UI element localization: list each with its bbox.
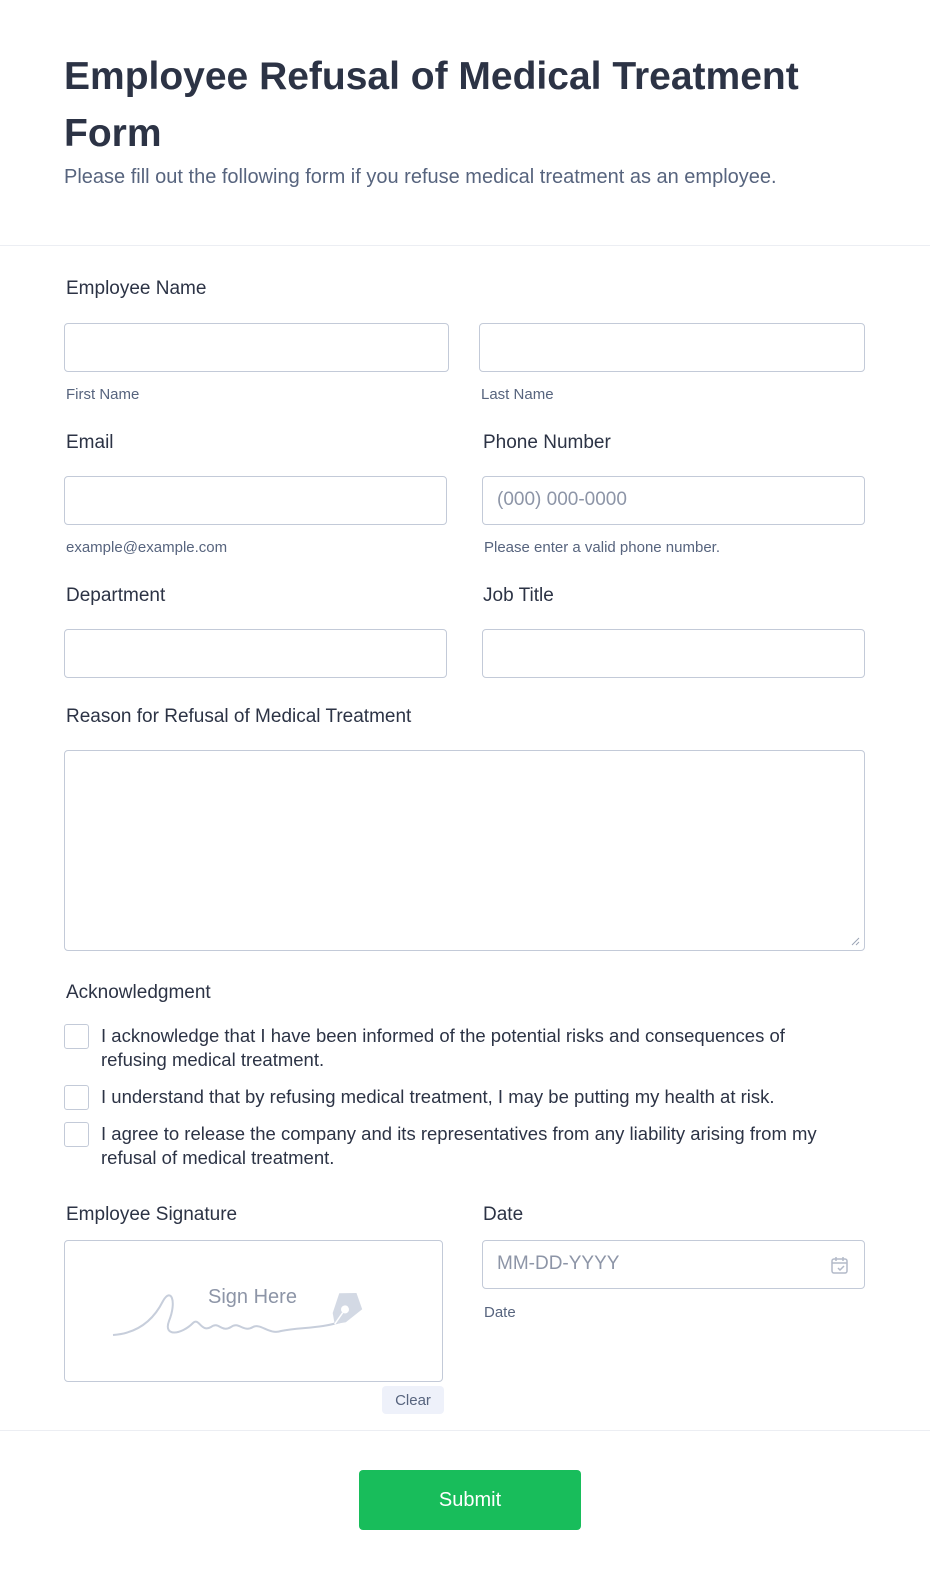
phone-input[interactable]	[482, 476, 865, 525]
reason-textarea[interactable]	[64, 750, 865, 951]
reason-label: Reason for Refusal of Medical Treatment	[66, 706, 412, 727]
form-header	[0, 0, 930, 246]
submit-button[interactable]: Submit	[359, 1470, 581, 1530]
ack-checkbox-2[interactable]	[64, 1085, 89, 1110]
signature-placeholder: Sign Here	[208, 1286, 297, 1308]
email-input[interactable]	[64, 476, 447, 525]
phone-label: Phone Number	[483, 432, 611, 453]
last-name-sublabel: Last Name	[481, 386, 554, 403]
first-name-sublabel: First Name	[66, 386, 140, 403]
signature-pad[interactable]	[64, 1240, 443, 1382]
ack-checkbox-3[interactable]	[64, 1122, 89, 1147]
date-placeholder: MM-DD-YYYY	[497, 1253, 620, 1274]
form-title: Employee Refusal of Medical Treatment Form	[64, 55, 799, 155]
date-input[interactable]	[482, 1240, 865, 1289]
job-title-label: Job Title	[483, 585, 554, 606]
resize-handle-icon[interactable]	[850, 936, 860, 946]
ack-checkbox-1[interactable]	[64, 1024, 89, 1049]
ack-text-1: I acknowledge that I have been informed of the potential risks and consequences of refusing medical treatment.	[101, 1025, 785, 1070]
department-label: Department	[66, 585, 166, 606]
last-name-input[interactable]	[479, 323, 865, 372]
form-subtitle: Please fill out the following form if you refuse medical treatment as an employee.	[64, 166, 777, 188]
acknowledgment-label: Acknowledgment	[66, 982, 211, 1003]
email-sublabel: example@example.com	[66, 539, 228, 556]
signature-label: Employee Signature	[66, 1204, 238, 1225]
footer-divider	[0, 1430, 930, 1431]
date-sublabel: Date	[484, 1304, 516, 1321]
phone-placeholder: (000) 000-0000	[497, 489, 627, 510]
clear-signature-button[interactable]: Clear	[382, 1386, 444, 1414]
job-title-input[interactable]	[482, 629, 865, 678]
date-label: Date	[483, 1204, 524, 1225]
calendar-icon[interactable]	[830, 1255, 850, 1275]
ack-text-3: I agree to release the company and its representatives from any liability arising from my refusal of medical treatment.	[101, 1123, 817, 1168]
department-input[interactable]	[64, 629, 447, 678]
ack-text-2: I understand that by refusing medical treatment, I may be putting my health at risk.	[101, 1086, 775, 1107]
phone-sublabel: Please enter a valid phone number.	[484, 539, 720, 556]
employee-name-label: Employee Name	[66, 278, 207, 299]
first-name-input[interactable]	[64, 323, 449, 372]
email-label: Email	[66, 432, 114, 453]
